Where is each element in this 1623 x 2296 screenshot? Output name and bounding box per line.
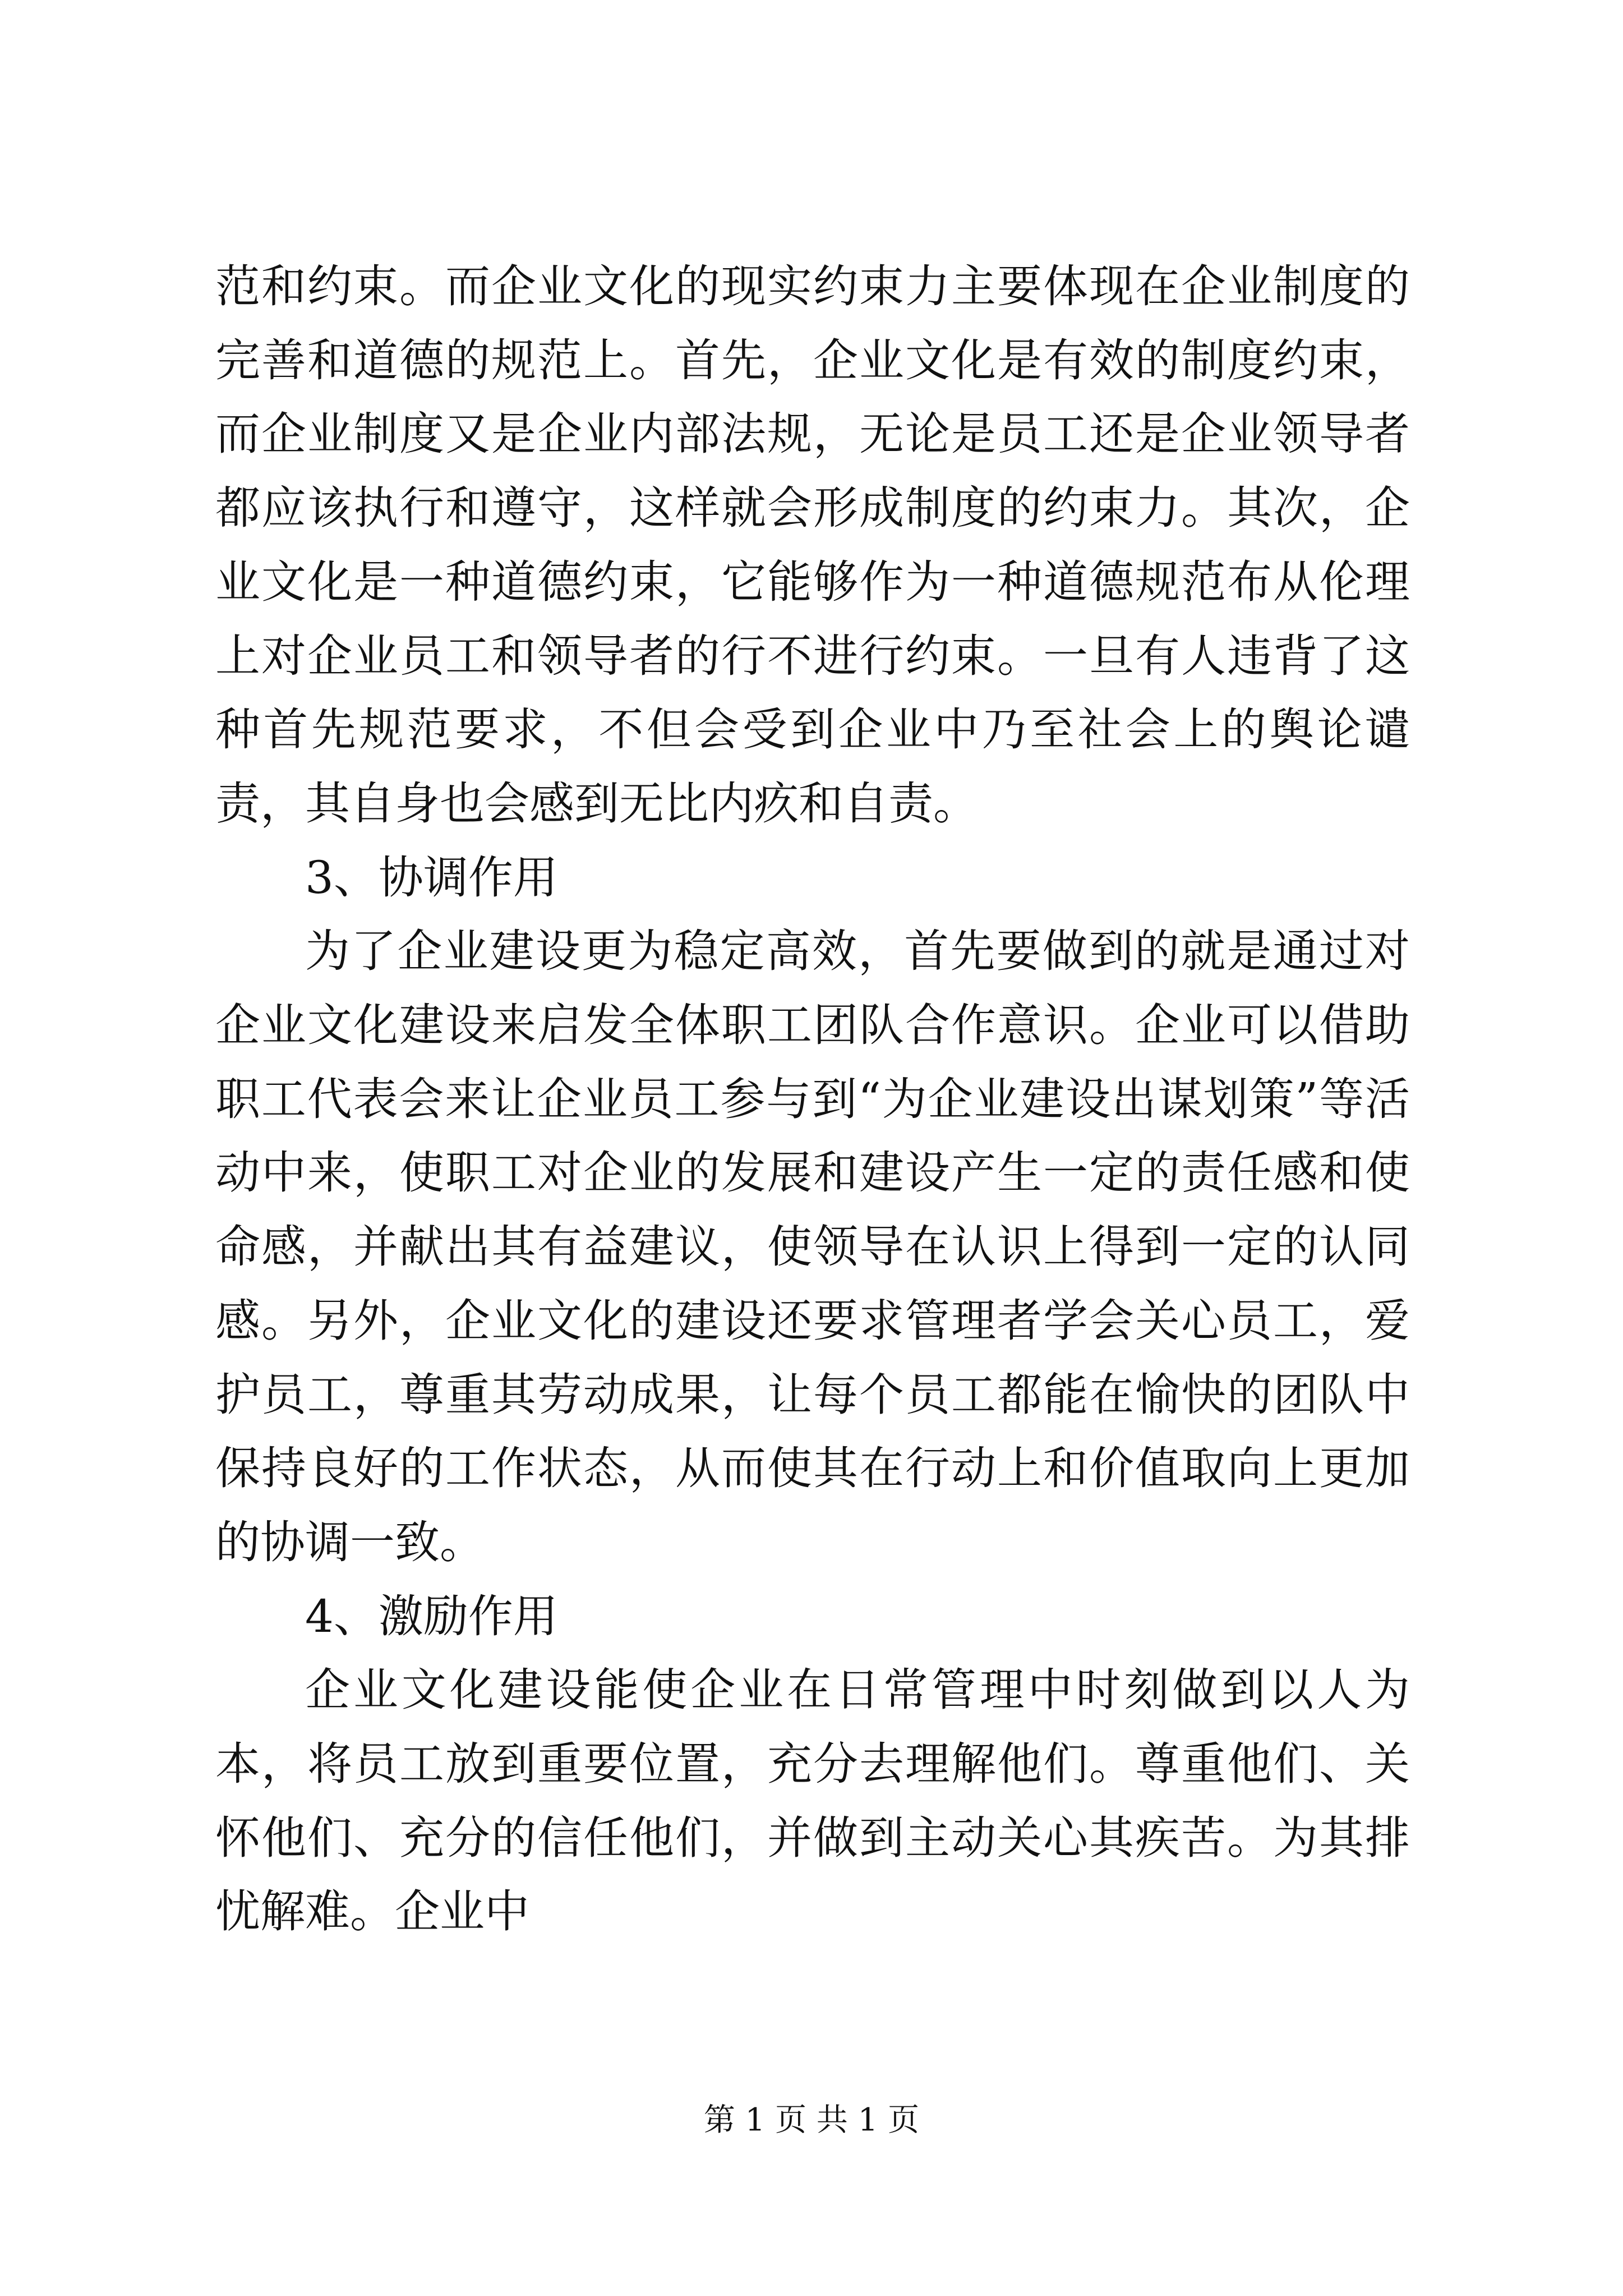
paragraph-constraint-continued: 范和约束。而企业文化的现实约束力主要体现在企业制度的完善和道德的规范上。首先，企业文化是有效的制度约束，而企业制度又是企业内部法规，无论是员工还是企业领导者都应该执行和遵守，这样就会形成制度的约束力。其次，企业文化是一种道德约束，它能够作为一种道德规范布从伦理上对企业员工和领导者的行不进行约束。一旦有人违背了这种首先规范要求，不但会受到企业中乃至社会上的舆论谴责，其自身也会感到无比内疚和自责。 [215, 260, 1410, 830]
section-heading-incentive: 4、激励作用 [305, 1590, 558, 1642]
paragraph-coordination: 为了企业建设更为稳定高效，首先要做到的就是通过对企业文化建设来启发全体职工团队合作意识。企业可以借助职工代表会来让企业员工参与到“为企业建设出谋划策”等活动中来，使职工对企业的发展和建设产生一定的责任感和使命感，并献出其有益建议，使领导在认识上得到一定的认同感。另外，企业文化的建设还要求管理者学会关心员工，爱护员工，尊重其劳动成果，让每个员工都能在愉快的团队中保持良好的工作状态，从而使其在行动上和价值取向上更加的协调一致。 [215, 925, 1410, 1568]
paragraph-incentive: 企业文化建设能使企业在日常管理中时刻做到以人为本，将员工放到重要位置，充分去理解他们。尊重他们、关怀他们、充分的信任他们，并做到主动关心其疾苦。为其排忧解难。企业中 [215, 1664, 1410, 1938]
page-footer: 第 1 页 共 1 页 [703, 2102, 920, 2138]
document-body [215, 250, 1410, 1949]
section-heading-coordination: 3、协调作用 [305, 851, 558, 904]
